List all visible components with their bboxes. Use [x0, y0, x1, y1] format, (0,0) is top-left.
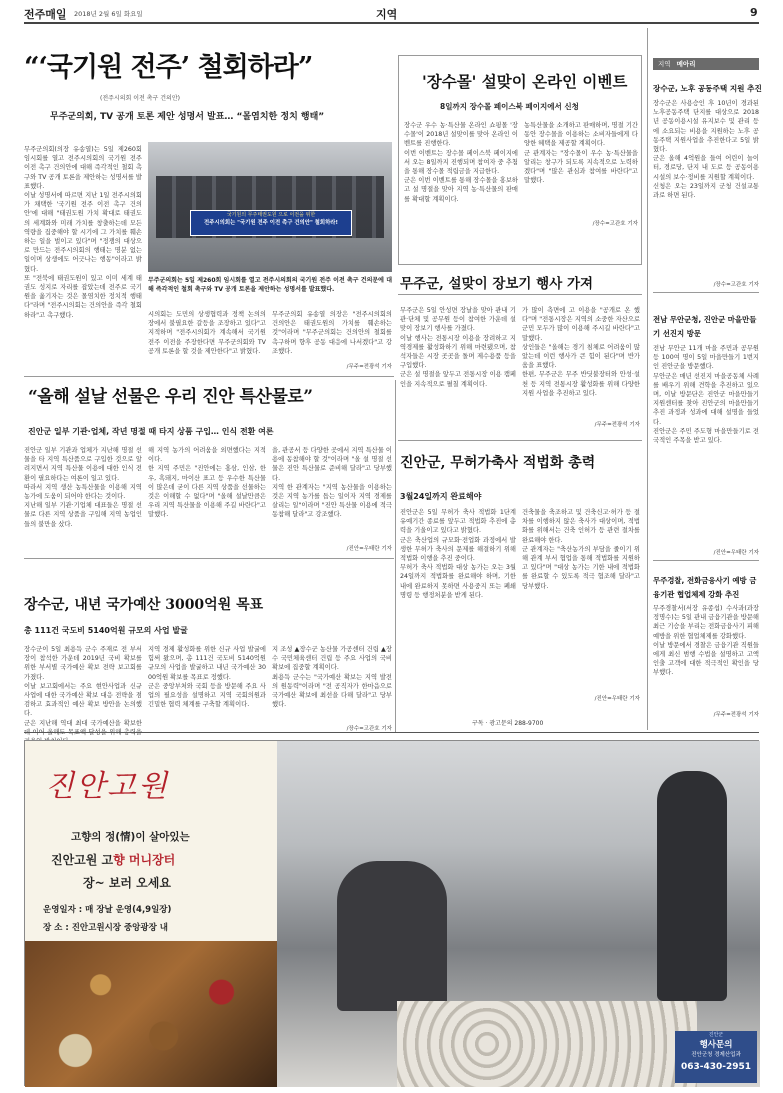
- ad-line-2-prefix: 진안고원 고: [51, 853, 114, 867]
- budget-col-2: 지역 경제 활성화를 위한 신규 사업 발굴에 힘써 왔으며, 총 111건 국도비 5140억원 규모의 사업을 발굴하고 내년 국가예산 3000억원 확보를 목표로 정했다. 군은 중앙부처와 국회 등을 방문해 주요 사업의 필요성을 설명하고 지역 국회의원과 긴밀한 협력 체계를 구축할 계획이다.: [148, 646, 266, 709]
- jinan-gift-subheadline: 진안군 일부 기관·업체, 작년 명절 때 타지 상품 구입… 인식 전환 여론: [28, 427, 274, 436]
- sidebar-section-label: 지역: [658, 60, 671, 68]
- ad-line-2-highlight: 향 머니장터: [113, 853, 176, 867]
- photo-banner: [190, 210, 352, 236]
- seolmaji-col-1: 무주군은 5일 안성면 장날을 맞아 관내 기관·단체 및 공무원 등이 참여한 가운데 설맞이 장보기 행사를 가졌다. 이날 행사는 전통시장 이용을 장려하고 지역경제를 활성화하기 위해 마련됐으며, 참석자들은 시장 곳곳을 돌며 제수용품 등을 구입했다. 군은 설 명절을 앞두고 전통시장 이용 캠페인을 지속적으로 펼칠 계획이다.: [400, 307, 516, 388]
- banner-line-1: 국기원의 무주태권도원 으로 이전을 위한: [226, 212, 316, 218]
- rule-center-col: [395, 380, 396, 732]
- lead-byline: /무주=전광석 기자: [346, 364, 392, 370]
- page-number: 9: [750, 6, 758, 19]
- jangsumall-col-2: 농특산물을 소개하고 판매하며, 명절 기간 동안 장수몰을 이용하는 소비자들에게 다양한 혜택을 제공할 계획이다. 군 관계자는 "장수몰이 우수 농·특산물을 알리는 창구가 되도록 지속적으로 노력하겠다"며 "많은 관심과 참여를 바란다"고 말했다.: [524, 122, 638, 185]
- lead-col-1: 무주군의회(의장 유송열)는 5일 제260회 임시회를 열고 전주시의회의 국기원 전주 이전 촉구 건의안에 대해 즉각적인 철회 촉구와 TV 공개 토론을 제안하는 성명서를 발표했다. 이날 성명서에 따르면 지난 1일 전주시의회가 채택한 '국기원 전주 이전 촉구 건의안'에 대해 "태권도원 가치 확대로 태권도의 세계화와 미래 가치를 창출하는데 모든 역량을 집중해야 할 시기에 그 가치를 훼손하는 일을 벌이고 있다"며 "정쟁의 대상으로 만드는 전주시의회의 행태는 명분 없는 일이며 상생에도 어긋나는 행동"이라고 밝혔다. 또 "전북에 태권도원이 있고 이미 세계 태권도 성지로 자리를 잡았는데 전주로 국기원을 옮기자는 것은 몰염치한 정치적 행태다"라며 "전주시의회는 건의안을 즉각 철회하라"고 촉구했다.: [24, 146, 142, 319]
- subscription-info: 구독 · 광고문의 288-9700: [472, 720, 544, 727]
- lead-photo-caption: 무주군의회는 5일 제260회 임시회를 열고 전주시의회의 국기원 전주 이전 촉구 건의문에 대해 즉각적인 철회 촉구와 TV 공개 토론을 제안하는 성명서를 발표했다.: [148, 277, 392, 293]
- jinan-gift-byline: /진안=우태란 기자: [346, 546, 392, 552]
- lead-col-3: 무주군의회 유송열 의장은 "전주시의회의 건의안은 태권도원의 가치를 훼손하는 것"이라며 "무주군의회는 건의안의 철회를 촉구하며 향후 공동 대응에 나서겠다"고 강조했다.: [272, 311, 395, 355]
- ad-inquiry-phone: 063-430-2951: [680, 1062, 752, 1072]
- ad-produce-image: [25, 941, 277, 1087]
- budget-subheadline: 총 111건 국도비 5140억원 규모의 사업 발굴: [24, 626, 188, 635]
- rule-seolmaji-bottom: [398, 440, 642, 441]
- rule-above-ad: [24, 732, 759, 733]
- banner-line-2: 전주시의회는 "국기원 전주 이전 촉구 건의안" 철회하라!: [204, 220, 338, 226]
- sidebar-item-2-byline: /진안=우태란 기자: [713, 550, 759, 556]
- rule-jinan-gift-bottom: [24, 558, 394, 559]
- ad-hours-label: 운영일자 :: [43, 905, 83, 915]
- seolmaji-col-2: 가 많이 측면에 고 이용을 "공개로 온 했다"며 "전통시장은 지역의 소중한 자산으로 군민 모두가 많이 이용해 주시길 바란다"고 말했다. 상인들은 "올해는 경기 침체로 어려움이 많았는데 이런 행사가 큰 힘이 된다"며 반가움을 표했다. 한편, 무주군은 무주 반딧불장터와 안성·설천 등 지역 전통시장 활성화를 위해 다양한 지원 사업을 추진하고 있다.: [522, 307, 640, 397]
- sidebar-item-3-byline: /무주=전광석 기자: [713, 712, 759, 718]
- ad-line-2: [51, 851, 175, 868]
- livestock-headline: 진안군, 무허가축사 적법화 총력: [400, 455, 596, 471]
- ad-place-label: 장 소 :: [43, 923, 69, 933]
- ad-line-3: 장~ 보러 오세요: [83, 876, 171, 890]
- sidebar-item-3-body: 무주경찰서(서장 유종섭) 수사과(과장 정명수)는 5일 관내 금융기관을 방문해 최근 기승을 부리는 전화금융사기 피해 예방을 위한 협업체제를 강화했다. 이날 방문에서 경찰은 금융기관 직원들에게 최신 범행 수법을 설명하고 고액 인출 고객에 대한 적극적인 확인을 당부했다.: [653, 605, 759, 677]
- rule-sidebar-left: [647, 28, 648, 730]
- sidebar-item-1-headline: 장수군, 노후 공동주택 지원 추진: [653, 84, 762, 93]
- sidebar-rule-1: [653, 292, 759, 293]
- livestock-subheadline: 3월24일까지 완료해야: [400, 492, 482, 501]
- sidebar-rule-2: [653, 560, 759, 561]
- ad-left-panel: [25, 741, 277, 1087]
- ad-photo-shopper: [657, 771, 727, 1001]
- ad-hours-value: 매 장날 운영(4,9일장): [85, 905, 172, 915]
- ad-hours-row: [43, 903, 171, 915]
- issue-date: 2018년 2월 6일 화요일: [74, 10, 143, 18]
- livestock-col-2: 건축물을 축조하고 및 건축신고·허가 등 절차를 이행하지 않은 축사가 대상이며, 적법화를 위해서는 건축 인허가 등 관련 절차를 완료해야 한다. 군 관계자는 "축산농가의 부담을 줄이기 위해 관계 부서 협업을 통해 적법화를 지원하고 있다"며 "대상 농가는 기한 내에 적법화를 완료할 수 있도록 적극 협조해 달라"고 당부했다.: [522, 509, 640, 590]
- sidebar-section-title: 메아리: [676, 60, 696, 68]
- ad-photo-vendor: [337, 861, 447, 1011]
- seolmaji-headline: 무주군, 설맞이 장보기 행사 가져: [400, 276, 594, 292]
- sidebar-item-2-headline: 전남 무안군청, 진안군 마을만들기 선진지 방문: [653, 315, 757, 338]
- jinan-gift-col-1: 진안군 일부 기관과 업체가 지난해 명절 선물을 타 지역 특산품으로 구입한 것으로 알려지면서 지역 특산물 이용에 대한 인식 전환이 필요하다는 여론이 일고 있다. 따라서 지역 생산 농특산물을 이용해 지역 농가에 도움이 되어야 한다는 것이다. 지난해 일부 기관·기업체 대표들은 명절 선물로 다른 지역 상품을 구입해 지역 농업인들의 불만을 샀다.: [24, 447, 142, 528]
- masthead: [24, 6, 759, 22]
- jangsumall-subheadline: 8일까지 장수몰 페이스북 페이지에서 신청: [440, 102, 579, 111]
- lead-subheadline: 무주군의회, TV 공개 토론 제안 성명서 발표… “몰염치한 정치 행태”: [50, 112, 325, 122]
- lead-photo: [148, 142, 392, 272]
- newspaper-brand: 전주매일: [24, 8, 67, 21]
- sidebar-label-box: [653, 58, 759, 70]
- jinan-gift-col-2: 해 지역 농가의 어려움을 외면했다는 지적이다. 한 지역 주민은 "진안에는 홍삼, 인삼, 한우, 흑돼지, 마이산 표고 등 우수한 특산물이 많은데 굳이 다른 지역 상품을 선물하는 것은 이해할 수 없다"며 "올해 설날만큼은 우리 지역 특산물을 이용해 주길 바란다"고 말했다.: [148, 447, 266, 519]
- ad-inquiry-org: 진안군청 경제산업과: [691, 1052, 741, 1058]
- ad-inquiry-label: 행사문의: [699, 1040, 733, 1050]
- seolmaji-byline: /무주=전광석 기자: [594, 422, 640, 428]
- jangsumall-col-1: 장수군 우수 농·특산물 온라인 쇼핑몰 '장수몰'이 2018년 설맞이를 맞아 온라인 이벤트를 진행한다. 이번 이벤트는 장수몰 페이스북 페이지에서 오는 8일까지 진행되며 참여자 중 추첨을 통해 장수몰 적립금을 지급한다. 군은 이번 이벤트를 통해 장수몰을 홍보하고 설 명절을 맞아 지역 농·특산물의 판매를 확대할 계획이다.: [404, 122, 518, 203]
- ad-logo-text: 진안고원: [45, 769, 169, 804]
- rule-lead-bottom: [24, 376, 394, 377]
- budget-col-1: 장수군이 5일 최용득 군수 주재로 전 부서장이 참석한 가운데 2019년 국비 확보를 위한 부서별 국가예산 확보 전략 보고회를 가졌다. 이날 보고회에서는 주요 현안사업과 신규 사업에 대한 국가예산 확보 대응 전략을 점검하고 효과적인 예산 확보 방안을 논의했다. 군은 지난해 역대 최대 국가예산을 확보한: [24, 646, 142, 727]
- budget-headline: 장수군, 내년 국가예산 3000억원 목표: [24, 597, 264, 613]
- ad-place-value: 진안고원시장 중앙광장 내: [71, 923, 168, 933]
- ad-photo-goods: [397, 1001, 697, 1087]
- budget-col-3: 지 조성 ▲장수군 농산물 가공센터 건립 ▲장수 국민체육센터 건립 등 주요 사업의 국비 확보에 집중할 계획이다. 최용득 군수는 "국가예산 확보는 지역 발전의 원동력"이라며 "전 공직자가 한마음으로 국가예산 확보에 최선을 다해 달라"고 당부했다.: [272, 646, 392, 709]
- ad-emblem: 진안군: [708, 1032, 724, 1038]
- header-rule: [24, 22, 759, 24]
- jangsumall-byline: /장수=고관호 기자: [592, 221, 638, 227]
- section-name: 지역: [376, 8, 398, 21]
- sidebar-item-3-headline: 무주경찰, 전화금융사기 예방 금융기관 협업체제 강화 추진: [653, 576, 757, 599]
- budget-byline: /장수=고관호 기자: [346, 726, 392, 732]
- jinan-gift-col-3: 을, 관공서 등 다양한 곳에서 지역 특산물 이용에 동참해야 할 것"이라며 "올 설 명절 선물은 진안 특산물로 준비해 달라"고 당부했다. 지역 한 관계자는 "지역 농산물을 이용하는 것은 지역 농가를 돕는 일이자 지역 경제를 살리는 일"이라며 "진안 특산물 이용에 적극 동참해 달라"고 강조했다.: [272, 447, 392, 519]
- ad-line-1: 고향의 정(情)이 살아있는: [71, 831, 190, 843]
- ad-inquiry-box: [675, 1031, 757, 1083]
- lead-headline: “‘국기원 전주’ 철회하라”: [24, 52, 313, 83]
- lead-kicker: (전주시의회 이전 촉구 건의안): [100, 95, 180, 102]
- jinan-gift-headline: “올해 설날 선물은 우리 진안 특산물로”: [28, 387, 313, 407]
- jangsumall-headline: '장수몰' 설맞이 온라인 이벤트: [422, 72, 628, 91]
- advertisement: [24, 740, 759, 1086]
- lead-col-2: 시의회는 도민의 상생협력과 정책 논의의 장에서 불필요한 갈등을 조장하고 있다"고 지적하며 "전주시의회가 계속해서 국기원 전주 이전을 주장한다면 무주군의회와 TV 공개 토론을 할 것을 제안한다"고 밝혔다.: [148, 311, 269, 355]
- ad-place-row: [43, 921, 168, 933]
- sidebar-item-1-body: 장수군은 사용승인 후 10년이 경과된 노후공동주택 단지를 대상으로 2018년 공동이용시설 유지보수 및 관리 등에 소요되는 비용을 지원하는 노후 공동주택 지원사업을 추진한다고 5일 밝혔다. 군은 올해 4억원을 들여 어린이 놀이터, 경로당, 단지 내 도로 등 공동이용시설의 보수·정비를 지원할 계획이다. 신청은 오는 23일까지 군청 건설교통과로 하면 된다.: [653, 100, 759, 200]
- sidebar-item-1-byline: /장수=고관호 기자: [713, 282, 759, 288]
- livestock-col-1: 진안군은 5일 무허가 축사 적법화 1단계 유예기간 종료를 앞두고 적법화 추진에 총력을 기울이고 있다고 밝혔다. 군은 축산업의 규모화·전업화 과정에서 발생한 무허가 축사의 문제를 해결하기 위해 적법화 이행을 추진 중이다. 무허가 축사 적법화 대상 농가는 오는 3월 24일까지 적법화를 완료해야 하며, 기한 내에 완료하지 못하면 사용중지 또는 폐쇄 명령 등 행정처분을 받게 된다.: [400, 509, 516, 599]
- sidebar-item-2-body: 전남 무안군 11개 마을 주민과 공무원 등 100여 명이 5일 마을만들기 1번지인 진안군을 방문했다. 무안군은 매년 선진지 마을공동체 사례를 배우기 위해 견학을 추진하고 있으며, 이날 방문단은 진안군 마을만들기지원센터를 찾아 진안군의 마을만들기 추진 과정과 성과에 대해 설명을 들었다. 진안군은 주민 주도형 마을만들기로 전국적인 주목을 받고 있다.: [653, 345, 759, 445]
- rule-seolmaji-top: [398, 294, 642, 295]
- livestock-byline: /진안=우태란 기자: [594, 696, 640, 702]
